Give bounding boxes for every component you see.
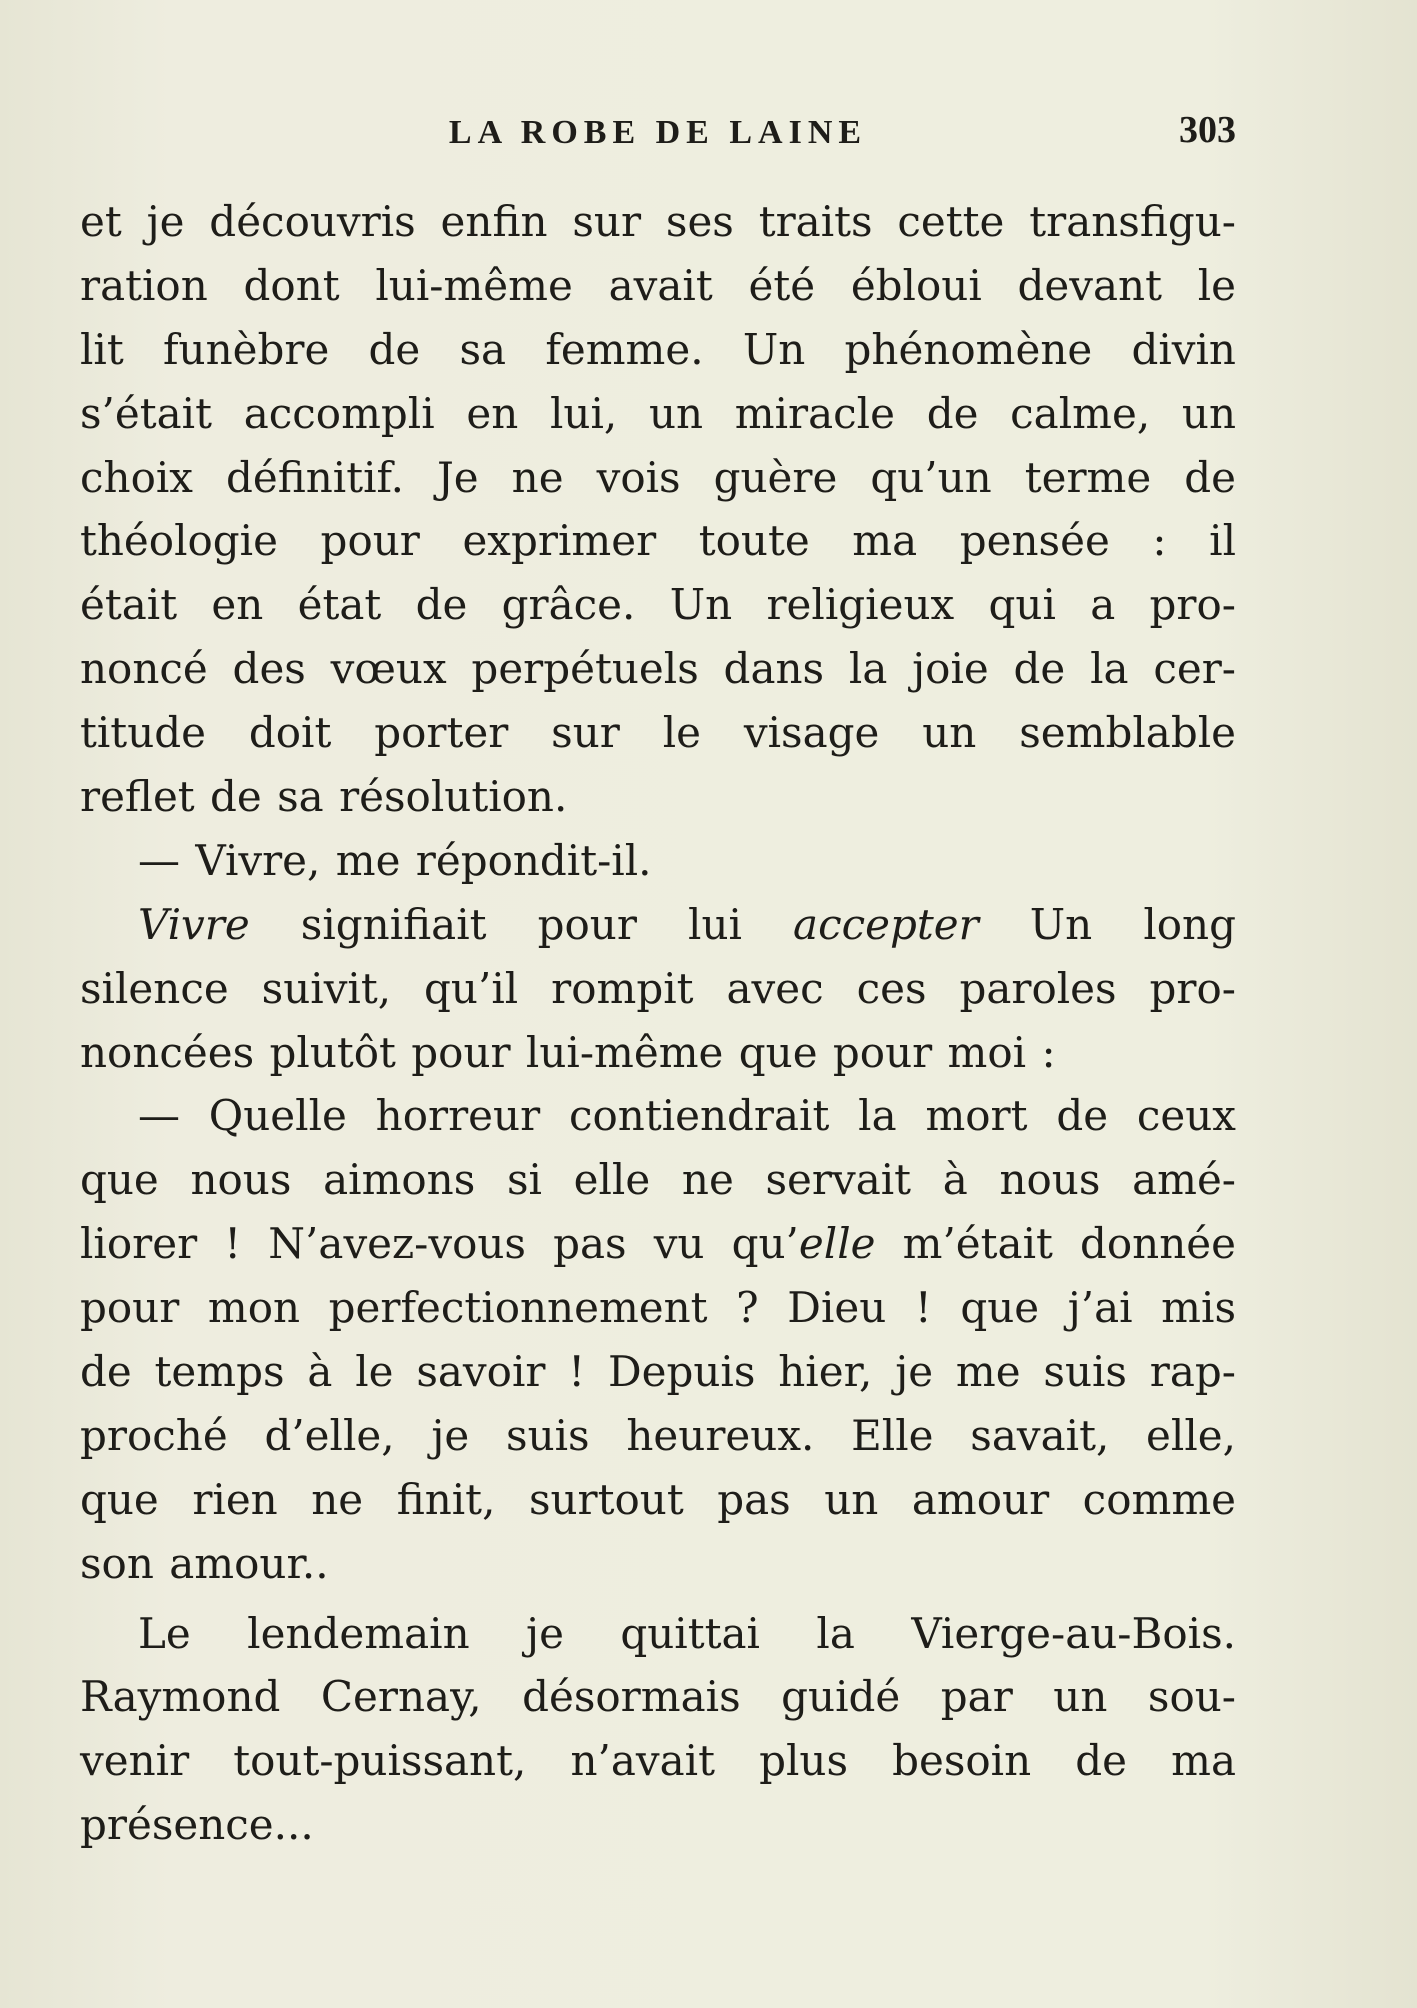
text-line: était en état de grâce. Un religieux qui a pro- xyxy=(80,580,1236,630)
italic-word: accepter xyxy=(793,899,979,949)
page-header xyxy=(80,104,1236,164)
paragraph-2 xyxy=(80,829,1236,893)
text-line: silence suivit, qu’il rompit avec ces paroles pro- xyxy=(80,963,1236,1013)
text-line: ration dont lui-même avait été ébloui devant le xyxy=(80,260,1236,310)
text-line: présence... xyxy=(80,1800,314,1850)
text-line: noncé des vœux perpétuels dans la joie de la cer- xyxy=(80,644,1236,694)
italic-word: elle xyxy=(798,1219,876,1269)
text-line: reflet de sa résolution. xyxy=(80,772,568,822)
paragraph-4 xyxy=(80,1084,1236,1595)
text-segment: Un long xyxy=(978,899,1236,949)
text-line: son amour.. xyxy=(80,1538,329,1588)
text-line: venir tout-puissant, n’avait plus besoin de ma xyxy=(80,1736,1236,1786)
dialogue-line: — Quelle horreur contiendrait la mort de ceux xyxy=(138,1091,1236,1141)
text-line: titude doit porter sur le visage un semblable xyxy=(80,708,1236,758)
text-line: de temps à le savoir ! Depuis hier, je me suis rap- xyxy=(80,1347,1236,1397)
text-line: s’était accompli en lui, un miracle de calme, un xyxy=(80,388,1236,438)
text-line: que nous aimons si elle ne servait à nous amé- xyxy=(80,1155,1236,1205)
italic-word: Vivre xyxy=(138,899,250,949)
text-segment: m’était donnée xyxy=(875,1219,1236,1269)
running-title: LA ROBE DE LAINE xyxy=(448,114,868,151)
dialogue-line: — Vivre, me répondit-il. xyxy=(138,835,652,885)
text-line: théologie pour exprimer toute ma pensée : il xyxy=(80,516,1236,566)
paragraph-5 xyxy=(80,1602,1236,1858)
body-text xyxy=(80,190,1236,1857)
paragraph-1 xyxy=(80,190,1236,829)
text-line xyxy=(80,1212,1236,1276)
text-segment: liorer ! N’avez-vous pas vu qu’ xyxy=(80,1219,799,1269)
page-number: 303 xyxy=(1179,109,1236,151)
text-line: Raymond Cernay, désormais guidé par un sou- xyxy=(80,1672,1236,1722)
text-line: proché d’elle, je suis heureux. Elle savait, elle, xyxy=(80,1410,1236,1460)
text-segment: signifiait pour lui xyxy=(249,899,794,949)
text-line: et je découvris enfin sur ses traits cette transfigu- xyxy=(80,197,1236,246)
text-line: lit funèbre de sa femme. Un phénomène divin xyxy=(80,324,1236,374)
paragraph-3 xyxy=(80,893,1236,1085)
text-line: choix définitif. Je ne vois guère qu’un terme de xyxy=(80,452,1236,502)
text-line: Le lendemain je quittai la Vierge-au-Bois. xyxy=(138,1608,1236,1658)
text-line: pour mon perfectionnement ? Dieu ! que j’ai mis xyxy=(80,1283,1236,1333)
text-line: que rien ne finit, surtout pas un amour comme xyxy=(80,1474,1236,1524)
text-line: noncées plutôt pour lui-même que pour moi : xyxy=(80,1027,1056,1077)
text-line xyxy=(80,893,1236,957)
